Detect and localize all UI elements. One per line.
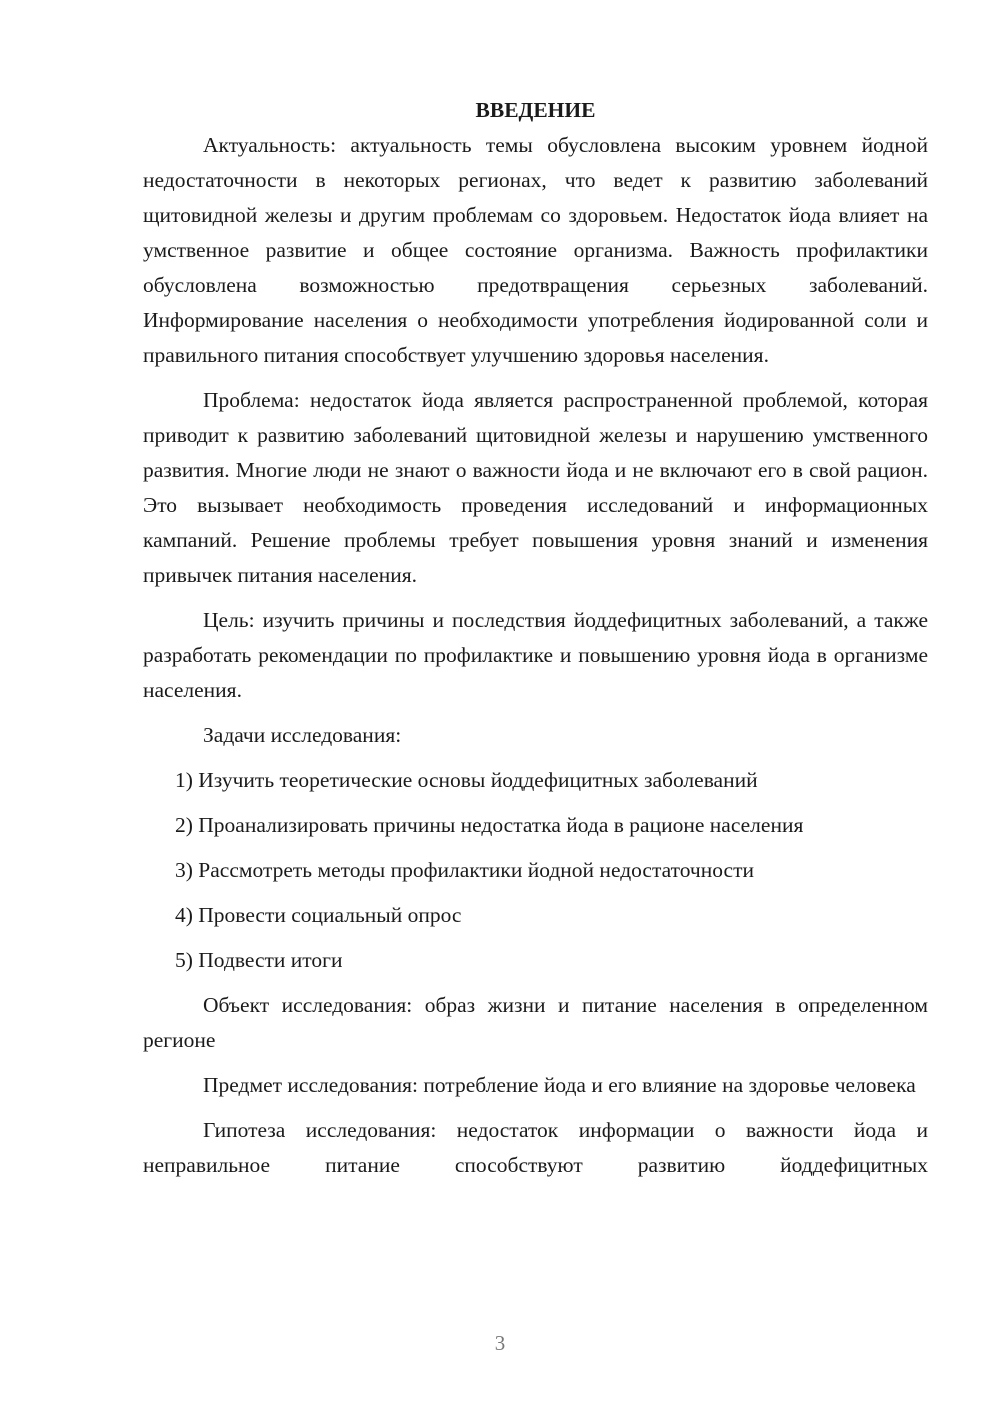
- task-item: 2) Проанализировать причины недостатка йода в рационе населения: [175, 813, 804, 837]
- paragraph-object: Объект исследования: образ жизни и питание населения в определенном регионе: [143, 993, 928, 1052]
- page-title: ВВЕДЕНИЕ: [475, 98, 596, 122]
- paragraph-subject: Предмет исследования: потребление йода и его влияние на здоровье человека: [203, 1073, 916, 1097]
- task-item: 1) Изучить теоретические основы йоддефицитных заболеваний: [175, 768, 758, 792]
- page-content: [143, 93, 928, 1183]
- tasks-heading: Задачи исследования:: [203, 723, 402, 747]
- task-item: 4) Провести социальный опрос: [175, 903, 462, 927]
- page-number: 3: [494, 1331, 506, 1355]
- task-item: 3) Рассмотреть методы профилактики йодной недостаточности: [175, 858, 754, 882]
- paragraph-problem: Проблема: недостаток йода является распространенной проблемой, которая приводит к развитию заболеваний щитовидной железы и нарушению умственного развития. Многие люди не знают о важности йода и не включают его в свой рацион. Это вызывает необходимость проведения исследований и информационных кампаний. Решение проблемы требует повышения уровня знаний и изменения привычек питания населения.: [143, 388, 928, 587]
- task-item: 5) Подвести итоги: [175, 948, 343, 972]
- paragraph-goal: Цель: изучить причины и последствия йоддефицитных заболеваний, а также разработать рекомендации по профилактике и повышению уровня йода в организме населения.: [143, 608, 928, 702]
- paragraph-relevance: Актуальность: актуальность темы обусловлена высоким уровнем йодной недостаточности в некоторых регионах, что ведет к развитию заболеваний щитовидной железы и другим проблемам со здоровьем. Недостаток йода влияет на умственное развитие и общее состояние организма. Важность профилактики обусловлена возможностью предотвращения серьезных заболеваний. Информирование населения о необходимости употребления йодированной соли и правильного питания способствует улучшению здоровья населения.: [143, 133, 928, 367]
- paragraph-hypothesis: Гипотеза исследования: недостаток информации о важности йода и неправильное питание способствуют развитию йоддефицитных: [143, 1118, 928, 1177]
